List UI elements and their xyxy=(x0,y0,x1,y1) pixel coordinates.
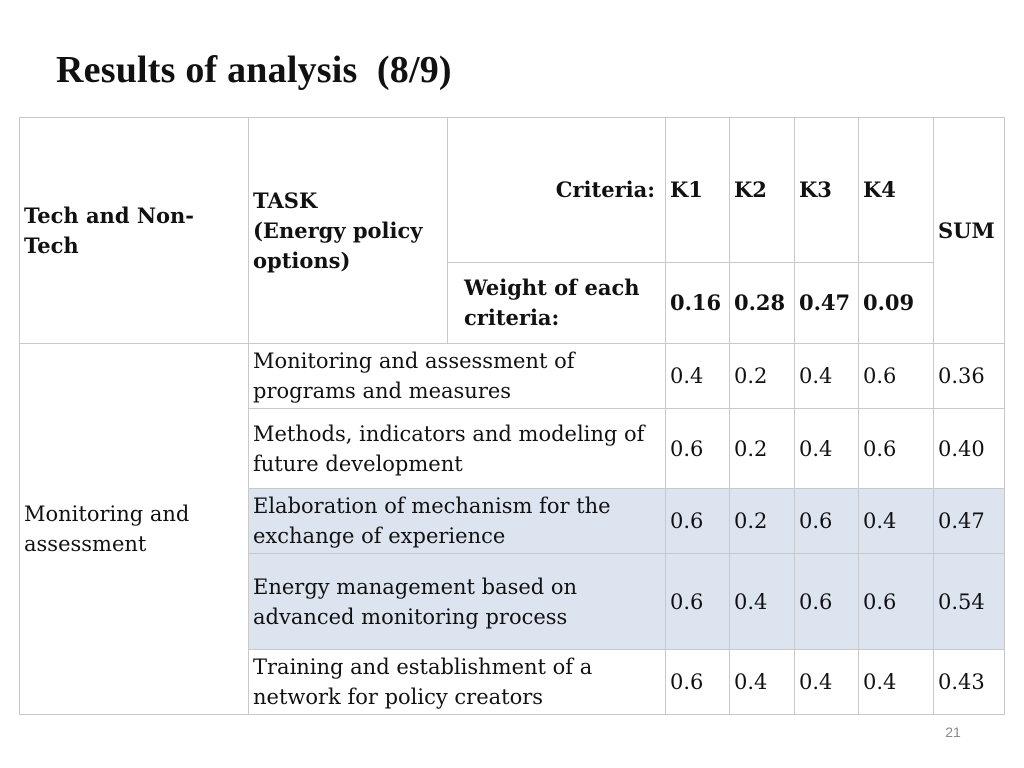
task-label: Elaboration of mechanism for the exchange of experience xyxy=(253,494,611,548)
weight-k2 xyxy=(730,263,795,344)
sum-header-label: SUM xyxy=(938,217,995,243)
k2-score: 0.4 xyxy=(730,650,795,715)
criteria-label: Criteria: xyxy=(555,177,655,202)
k1-score: 0.6 xyxy=(666,650,730,715)
k2-score: 0.4 xyxy=(730,554,795,650)
sum-score: 0.47 xyxy=(934,489,1005,554)
k3-score: 0.4 xyxy=(795,650,859,715)
k1-score: 0.4 xyxy=(666,344,730,409)
task-cell xyxy=(249,344,666,409)
k1-score: 0.6 xyxy=(666,554,730,650)
results-table xyxy=(19,117,1005,715)
task-cell xyxy=(249,554,666,650)
weight-k4 xyxy=(859,263,934,344)
weight-k1-value: 0.16 xyxy=(670,290,722,315)
sum-score: 0.43 xyxy=(934,650,1005,715)
criteria-k2-label: K2 xyxy=(734,177,767,202)
page-number: 21 xyxy=(945,724,961,740)
criteria-k4-header xyxy=(859,118,934,263)
weight-label: Weight of each criteria: xyxy=(464,275,640,330)
task-label: Training and establishment of a network for policy creators xyxy=(253,655,593,709)
k1-score: 0.6 xyxy=(666,489,730,554)
k2-score: 0.2 xyxy=(730,489,795,554)
weight-label-cell xyxy=(448,263,666,344)
k1-score: 0.6 xyxy=(666,409,730,489)
weight-k3 xyxy=(795,263,859,344)
header-row-criteria xyxy=(20,118,1005,263)
k2-score: 0.2 xyxy=(730,409,795,489)
k3-score: 0.6 xyxy=(795,554,859,650)
task-cell xyxy=(249,489,666,554)
tech-nontech-header xyxy=(20,118,249,344)
k3-score: 0.4 xyxy=(795,409,859,489)
criteria-label-cell xyxy=(448,118,666,263)
task-label: Methods, indicators and modeling of future development xyxy=(253,421,645,476)
criteria-k3-label: K3 xyxy=(799,177,832,202)
k4-score: 0.6 xyxy=(859,554,934,650)
task-cell xyxy=(249,650,666,715)
sum-header xyxy=(934,118,1005,344)
k2-score: 0.2 xyxy=(730,344,795,409)
k3-score: 0.6 xyxy=(795,489,859,554)
k4-score: 0.4 xyxy=(859,489,934,554)
weight-k1 xyxy=(666,263,730,344)
weight-k4-value: 0.09 xyxy=(863,290,915,315)
weight-k3-value: 0.47 xyxy=(799,290,851,315)
k4-score: 0.6 xyxy=(859,344,934,409)
task-cell xyxy=(249,409,666,489)
weight-k2-value: 0.28 xyxy=(734,290,786,315)
sum-score: 0.36 xyxy=(934,344,1005,409)
criteria-k4-label: K4 xyxy=(863,177,896,202)
table-row xyxy=(20,344,1005,409)
task-label: Energy management based on advanced monitoring process xyxy=(253,574,578,629)
k4-score: 0.6 xyxy=(859,409,934,489)
task-header xyxy=(249,118,448,344)
criteria-k2-header xyxy=(730,118,795,263)
k4-score: 0.4 xyxy=(859,650,934,715)
k3-score: 0.4 xyxy=(795,344,859,409)
sum-score: 0.54 xyxy=(934,554,1005,650)
group-label: Monitoring and assessment xyxy=(24,502,190,556)
task-label: Monitoring and assessment of programs and measures xyxy=(253,349,575,403)
group-cell xyxy=(20,344,249,715)
task-header-label: TASK (Energy policy options) xyxy=(253,187,423,273)
slide-title: Results of analysis (8/9) xyxy=(56,49,452,91)
criteria-k3-header xyxy=(795,118,859,263)
sum-score: 0.40 xyxy=(934,409,1005,489)
criteria-k1-header xyxy=(666,118,730,263)
tech-nontech-label: Tech and Non-Tech xyxy=(24,202,194,258)
criteria-k1-label: K1 xyxy=(670,177,703,202)
